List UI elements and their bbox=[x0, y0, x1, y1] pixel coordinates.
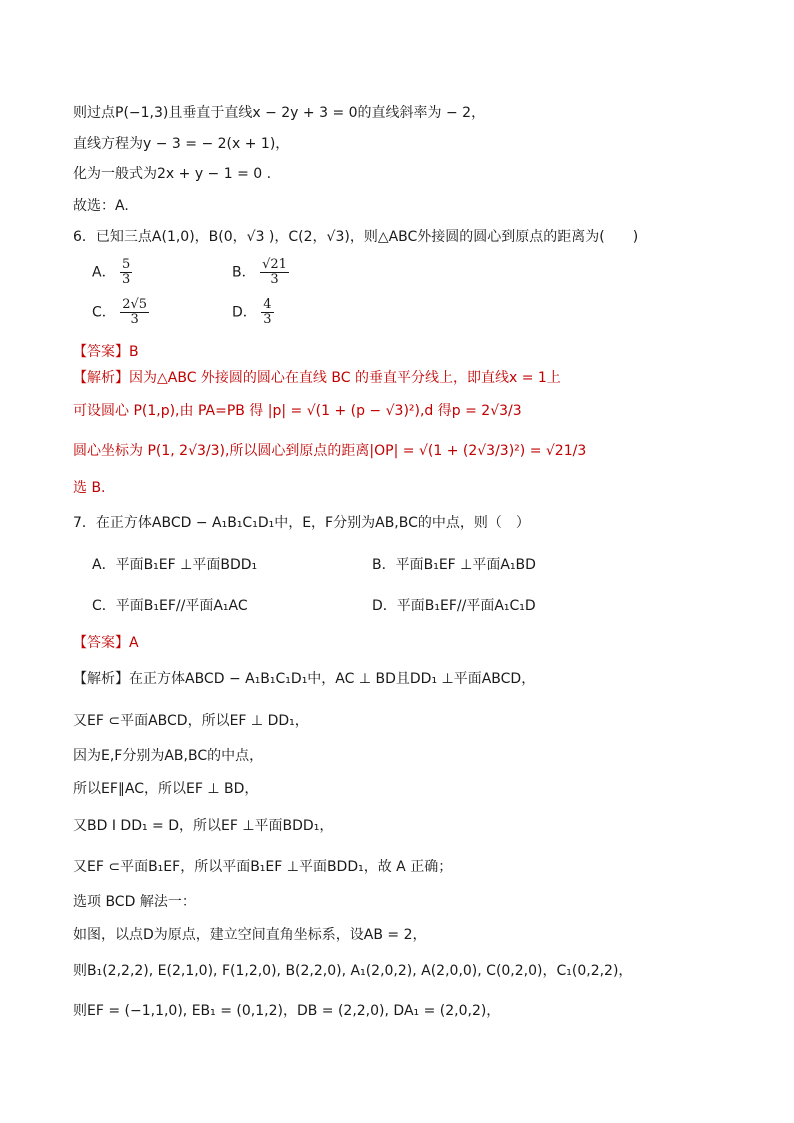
question-7-stem: 7．在正方体ABCD − A₁B₁C₁D₁中，E，F分别为AB,BC的中点，则（ ） bbox=[73, 515, 530, 531]
fraction-denominator: 3 bbox=[130, 312, 139, 327]
text-line: 直线方程为y − 3 = − 2(x + 1)， bbox=[73, 136, 290, 152]
explanation-line: 【解析】因为△ABC 外接圆的圆心在直线 BC 的垂直平分线上，即直线x = 1上 bbox=[73, 370, 561, 386]
fraction-numerator: √21 bbox=[262, 257, 287, 272]
option-label: D． bbox=[232, 304, 257, 321]
explanation-line: 圆心坐标为 P(1, 2√3/3),所以圆心到原点的距离|OP| = √(1 + (2√3/3)²) = √21/3 bbox=[73, 443, 587, 459]
explanation-line: 又BD I DD₁ = D，所以EF ⊥平面BDD₁， bbox=[73, 818, 334, 834]
q7-option-a: A．平面B₁EF ⊥平面BDD₁ bbox=[92, 557, 258, 573]
q7-option-c: C．平面B₁EF//平面A₁AC bbox=[92, 598, 248, 614]
explanation-line: 则EF = (−1,1,0), EB₁ = (0,1,2)，DB = (2,2,0), DA₁ = (2,0,2)， bbox=[73, 1003, 501, 1019]
fraction-numerator: 5 bbox=[122, 257, 131, 272]
explanation-line: 【解析】在正方体ABCD − A₁B₁C₁D₁中，AC ⊥ BD且DD₁ ⊥平面ABCD， bbox=[73, 671, 536, 687]
text-line: 化为一般式为2x + y − 1 = 0 . bbox=[73, 166, 272, 182]
question-6-stem: 6．已知三点A(1,0)，B(0，√3 )，C(2，√3)，则△ABC外接圆的圆心到原点的距离为( ) bbox=[73, 229, 639, 245]
explanation-line: 如图，以点D为原点，建立空间直角坐标系，设AB = 2， bbox=[73, 927, 427, 943]
fraction-numerator: 4 bbox=[263, 297, 272, 312]
text-line: 故选：A. bbox=[73, 198, 129, 214]
fraction-denominator: 3 bbox=[122, 272, 131, 287]
explanation-line: 所以EF∥AC，所以EF ⊥ BD， bbox=[73, 781, 259, 797]
fraction bbox=[260, 258, 289, 287]
q7-option-b: B．平面B₁EF ⊥平面A₁BD bbox=[372, 557, 536, 573]
explanation-line: 又EF ⊂平面ABCD，所以EF ⊥ DD₁， bbox=[73, 713, 309, 729]
option-label: C． bbox=[92, 304, 116, 321]
answer-line: 【答案】B bbox=[73, 344, 139, 360]
explanation-line: 又EF ⊂平面B₁EF，所以平面B₁EF ⊥平面BDD₁，故 A 正确； bbox=[73, 859, 453, 875]
fraction-numerator: 2√5 bbox=[122, 297, 148, 312]
explanation-line: 因为E,F分别为AB,BC的中点， bbox=[73, 748, 264, 764]
explanation-line: 选项 BCD 解法一： bbox=[73, 894, 196, 910]
fraction bbox=[120, 258, 132, 287]
explanation-line: 可设圆心 P(1,p),由 PA=PB 得 |p| = √(1 + (p − √3)²),d 得p = 2√3/3 bbox=[73, 403, 522, 419]
fraction-denominator: 3 bbox=[263, 312, 272, 327]
fraction bbox=[120, 298, 149, 327]
option-label: B． bbox=[232, 264, 256, 281]
text-line: 则过点P(−1,3)且垂直于直线x − 2y + 3 = 0的直线斜率为 − 2， bbox=[73, 105, 486, 121]
fraction-denominator: 3 bbox=[270, 272, 279, 287]
q6-option-a bbox=[92, 258, 132, 287]
explanation-line: 选 B. bbox=[73, 480, 106, 496]
q6-option-c bbox=[92, 298, 149, 327]
q6-option-b bbox=[232, 258, 289, 287]
option-label: A． bbox=[92, 264, 116, 281]
q6-option-d bbox=[232, 298, 274, 327]
fraction bbox=[261, 298, 273, 327]
q7-option-d: D．平面B₁EF//平面A₁C₁D bbox=[372, 598, 536, 614]
explanation-line: 则B₁(2,2,2), E(2,1,0), F(1,2,0), B(2,2,0), A₁(2,0,2), A(2,0,0), C(0,2,0)，C₁(0,2,2)， bbox=[73, 963, 633, 979]
answer-line: 【答案】A bbox=[73, 635, 139, 651]
